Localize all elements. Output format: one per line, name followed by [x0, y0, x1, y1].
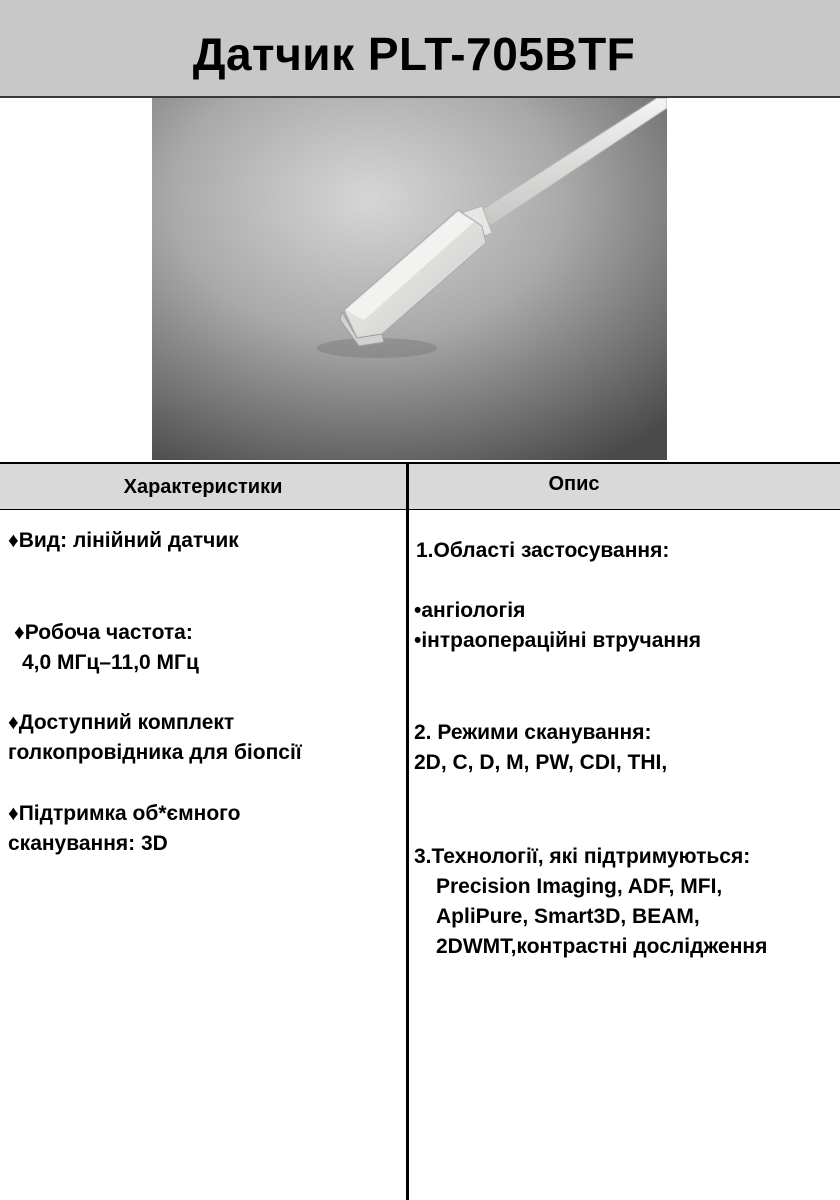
column-divider [406, 462, 409, 1200]
scan-modes-value: 2D, C, D, M, PW, CDI, THI, [414, 751, 668, 774]
spec-type: ♦Вид: лінійний датчик [8, 529, 239, 552]
spec-volume-line1: ♦Підтримка об*ємного [8, 802, 241, 825]
header-characteristics: Характеристики [123, 476, 283, 498]
technology-line: ApliPure, Smart3D, BEAM, [436, 905, 700, 928]
probe-photo [152, 98, 667, 460]
application-item: •ангіологія [414, 599, 526, 622]
technologies-title: 3.Технології, які підтримуються: [414, 845, 751, 868]
scan-modes-title: 2. Режими сканування: [414, 721, 652, 744]
spec-volume-line2: сканування: 3D [8, 832, 168, 855]
spec-biopsy-line2: голкопровідника для біопсії [8, 741, 302, 764]
spec-biopsy-line1: ♦Доступний комплект [8, 711, 235, 734]
application-item: •інтраопераційні втручання [414, 629, 702, 652]
technology-line: 2DWMT,контрастні дослідження [436, 935, 768, 958]
spec-frequency-value: 4,0 МГц–11,0 МГц [22, 651, 199, 674]
header-description: Опис [548, 473, 600, 495]
technology-line: Precision Imaging, ADF, MFI, [436, 875, 723, 898]
applications-title: 1.Області застосування: [416, 539, 670, 562]
spec-frequency-label: ♦Робоча частота: [14, 621, 193, 644]
page-title: Датчик PLT-705BTF [192, 28, 636, 80]
